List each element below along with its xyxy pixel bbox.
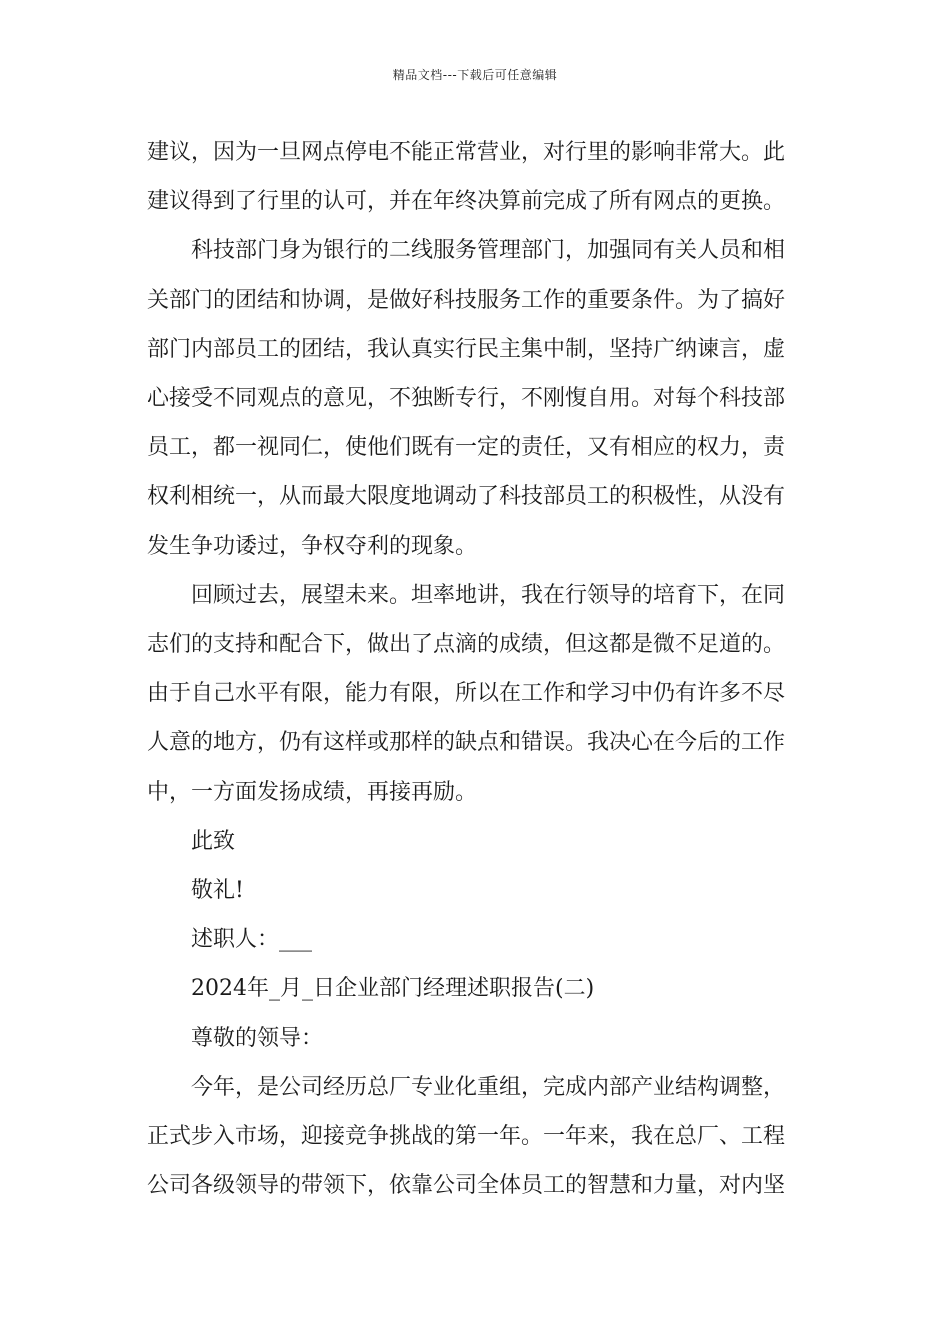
text-line: 由于自己水平有限，能力有限，所以在工作和学习中仍有许多不尽 [147, 681, 786, 707]
closing-salutation [147, 817, 807, 866]
text-line: 此致 [191, 828, 236, 854]
signature-line [147, 915, 807, 964]
text-line: 部门内部员工的团结，我认真实行民主集中制，坚持广纳谏言，虚 [147, 336, 786, 362]
text-line: 回顾过去，展望未来。坦率地讲，我在行领导的培育下，在同 [191, 582, 786, 608]
text-line: 科技部门身为银行的二线服务管理部门，加强同有关人员和相 [191, 238, 786, 264]
text-line: 述职人：___ [191, 927, 313, 953]
text-line: 人意的地方，仍有这样或那样的缺点和错误。我决心在今后的工作 [147, 730, 786, 756]
page-header: 精品文档---下载后可任意编辑 [392, 68, 558, 82]
text-line: 员工，都一视同仁，使他们既有一定的责任，又有相应的权力，责 [147, 435, 786, 461]
paragraph-1 [147, 128, 807, 226]
text-line: 尊敬的领导： [191, 1025, 324, 1051]
text-line: 敬礼! [191, 878, 244, 904]
text-line: 正式步入市场，迎接竞争挑战的第一年。一年来，我在总厂、工程 [147, 1124, 786, 1150]
text-line: 志们的支持和配合下，做出了点滴的成绩，但这都是微不足道的。 [147, 632, 786, 658]
paragraph-3 [147, 571, 807, 817]
text-line: 今年，是公司经历总厂专业化重组，完成内部产业结构调整， [191, 1074, 786, 1100]
text-line: 权利相统一，从而最大限度地调动了科技部员工的积极性，从没有 [147, 484, 786, 510]
text-line: 发生争功诿过，争权夺利的现象。 [147, 533, 478, 559]
report-title [147, 964, 807, 1013]
paragraph-4 [147, 1063, 807, 1211]
text-line: 中，一方面发扬成绩，再接再励。 [147, 779, 478, 805]
greeting [147, 1014, 807, 1063]
closing-regards [147, 866, 807, 915]
text-line: 建议得到了行里的认可，并在年终决算前完成了所有网点的更换。 [147, 189, 786, 215]
text-line: 公司各级领导的带领下，依靠公司全体员工的智慧和力量，对内坚 [147, 1173, 786, 1199]
text-line: 关部门的团结和协调，是做好科技服务工作的重要条件。为了搞好 [147, 287, 786, 313]
text-line: 心接受不同观点的意见，不独断专行，不刚愎自用。对每个科技部 [147, 386, 786, 412]
text-line: 建议，因为一旦网点停电不能正常营业，对行里的影响非常大。此 [147, 140, 786, 165]
paragraph-2 [147, 226, 807, 570]
text-line: 2024年_月_日企业部门经理述职报告(二) [191, 976, 595, 1002]
document-body [147, 128, 807, 1210]
